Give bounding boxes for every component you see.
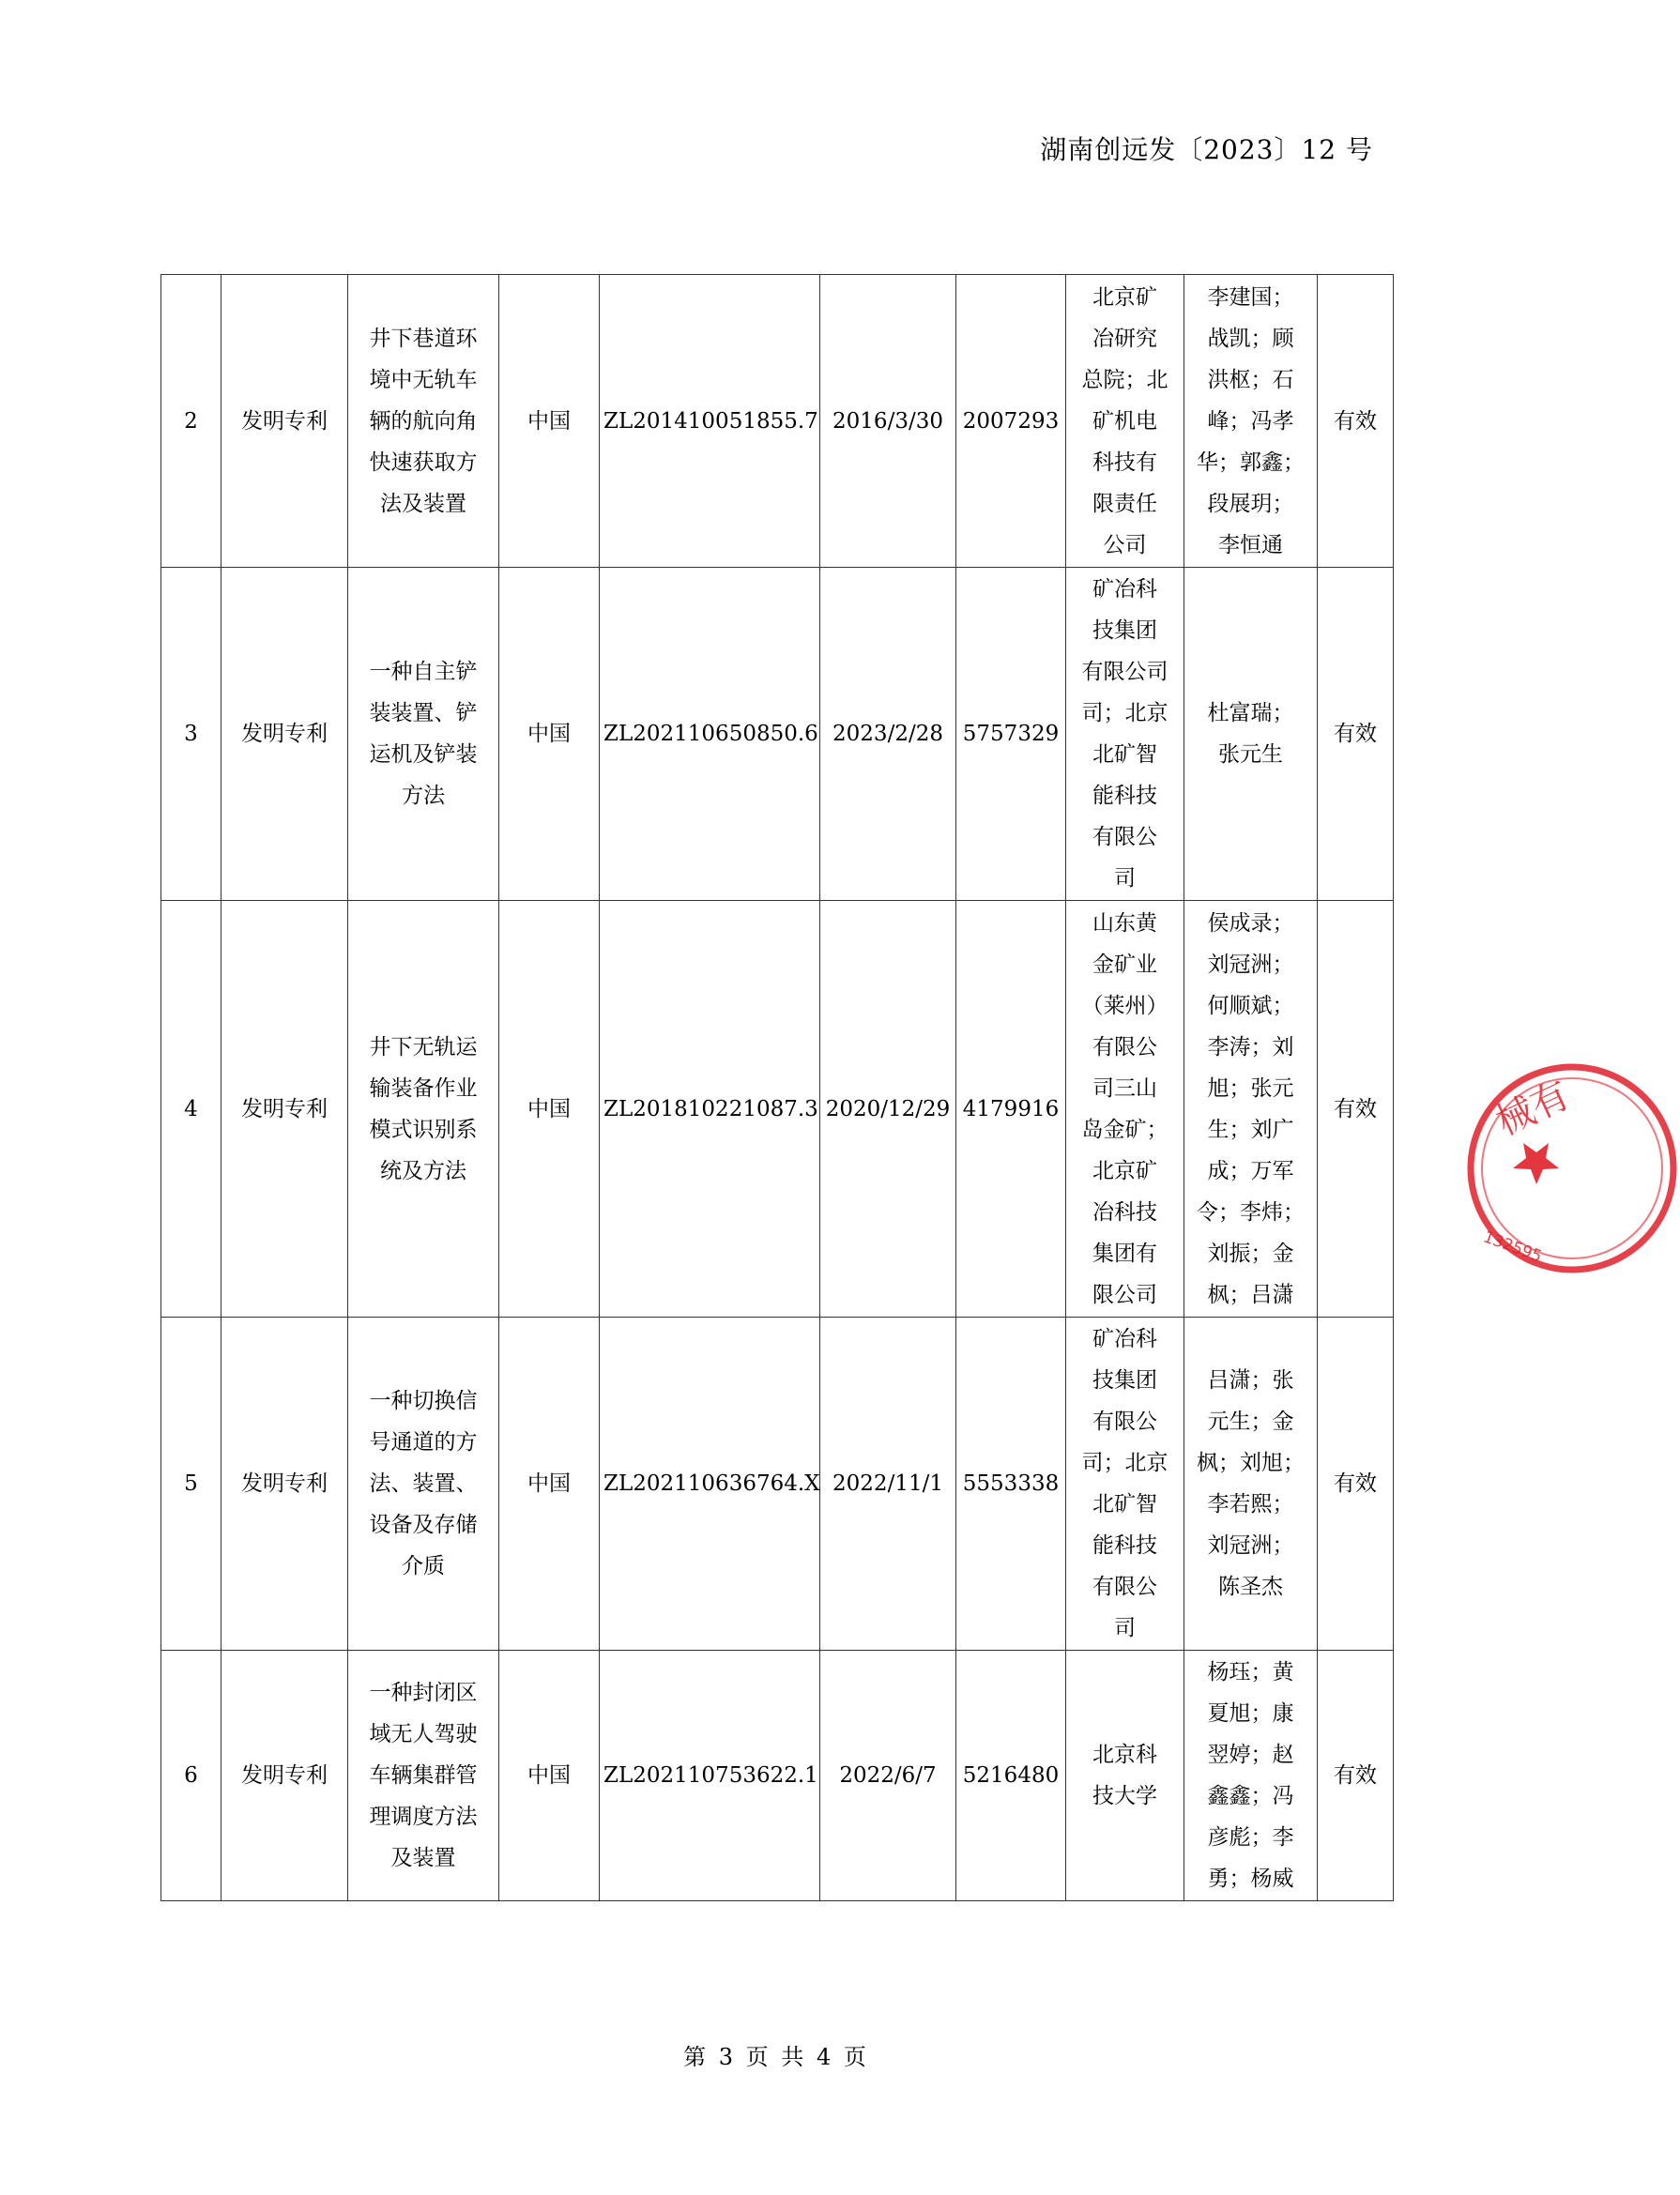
- grant-date: 2016/3/30: [820, 275, 956, 568]
- document-number: 湖南创远发〔2023〕12 号: [1040, 134, 1373, 165]
- patent-number: ZL202110650850.6: [600, 568, 820, 901]
- country: 中国: [499, 275, 600, 568]
- grant-date: 2020/12/29: [820, 901, 956, 1318]
- patent-type: 发明专利: [221, 1318, 348, 1651]
- row-index: 2: [161, 275, 221, 568]
- patent-type: 发明专利: [221, 275, 348, 568]
- country: 中国: [499, 568, 600, 901]
- table-row: [161, 1318, 1394, 1651]
- status: 有效: [1318, 568, 1394, 901]
- status: 有效: [1318, 1651, 1394, 1901]
- patent-number: ZL201410051855.7: [600, 275, 820, 568]
- inventors: 侯成录； 刘冠洲； 何顺斌； 李涛；刘 旭；张元 生；刘广 成；万军 令；李炜； 刘振；金 枫；吕潇: [1184, 901, 1318, 1318]
- grant-date: 2022/6/7: [820, 1651, 956, 1901]
- row-index: 4: [161, 901, 221, 1318]
- table-row: [161, 901, 1394, 1318]
- grant-date: 2022/11/1: [820, 1318, 956, 1651]
- table-row: [161, 1651, 1394, 1901]
- patent-title: 一种切换信 号通道的方 法、装置、 设备及存储 介质: [348, 1318, 499, 1651]
- inventors: 吕潇；张 元生；金 枫；刘旭； 李若熙； 刘冠洲； 陈圣杰: [1184, 1318, 1318, 1651]
- inventors: 杨珏；黄 夏旭；康 翌婷；赵 鑫鑫；冯 彦彪；李 勇；杨威: [1184, 1651, 1318, 1901]
- certificate-number: 5553338: [956, 1318, 1066, 1651]
- status: 有效: [1318, 275, 1394, 568]
- status: 有效: [1318, 901, 1394, 1318]
- table-row: [161, 568, 1394, 901]
- patent-title: 一种自主铲 装装置、铲 运机及铲装 方法: [348, 568, 499, 901]
- page-footer: 第 3 页 共 4 页: [683, 2044, 869, 2070]
- official-seal-stamp: [1464, 1060, 1680, 1276]
- country: 中国: [499, 901, 600, 1318]
- seal-number: 132595: [1480, 1227, 1545, 1267]
- patent-number: ZL202110636764.X: [600, 1318, 820, 1651]
- patent-type: 发明专利: [221, 1651, 348, 1901]
- seal-star-icon: [1513, 1143, 1559, 1184]
- patent-title: 一种封闭区 域无人驾驶 车辆集群管 理调度方法 及装置: [348, 1651, 499, 1901]
- patent-owner: 北京矿 冶研究 总院；北 矿机电 科技有 限责任 公司: [1066, 275, 1184, 568]
- patent-title: 井下无轨运 输装备作业 模式识别系 统及方法: [348, 901, 499, 1318]
- certificate-number: 5757329: [956, 568, 1066, 901]
- patent-type: 发明专利: [221, 568, 348, 901]
- grant-date: 2023/2/28: [820, 568, 956, 901]
- certificate-number: 5216480: [956, 1651, 1066, 1901]
- certificate-number: 2007293: [956, 275, 1066, 568]
- patent-table: [160, 274, 1394, 1901]
- inventors: 李建国； 战凯；顾 洪枢；石 峰；冯孝 华；郭鑫； 段展玥； 李恒通: [1184, 275, 1318, 568]
- patent-owner: 矿冶科 技集团 有限公司 司；北京 北矿智 能科技 有限公 司: [1066, 568, 1184, 901]
- patent-title: 井下巷道环 境中无轨车 辆的航向角 快速获取方 法及装置: [348, 275, 499, 568]
- table-row: [161, 275, 1394, 568]
- row-index: 6: [161, 1651, 221, 1901]
- patent-type: 发明专利: [221, 901, 348, 1318]
- row-index: 3: [161, 568, 221, 901]
- country: 中国: [499, 1651, 600, 1901]
- patent-owner: 山东黄 金矿业 （莱州） 有限公 司三山 岛金矿； 北京矿 冶科技 集团有 限公司: [1066, 901, 1184, 1318]
- seal-text: 械有: [1489, 1073, 1577, 1145]
- patent-number: ZL201810221087.3: [600, 901, 820, 1318]
- patent-owner: 北京科 技大学: [1066, 1651, 1184, 1901]
- row-index: 5: [161, 1318, 221, 1651]
- patent-owner: 矿冶科 技集团 有限公 司；北京 北矿智 能科技 有限公 司: [1066, 1318, 1184, 1651]
- status: 有效: [1318, 1318, 1394, 1651]
- inventors: 杜富瑞； 张元生: [1184, 568, 1318, 901]
- country: 中国: [499, 1318, 600, 1651]
- certificate-number: 4179916: [956, 901, 1066, 1318]
- patent-number: ZL202110753622.1: [600, 1651, 820, 1901]
